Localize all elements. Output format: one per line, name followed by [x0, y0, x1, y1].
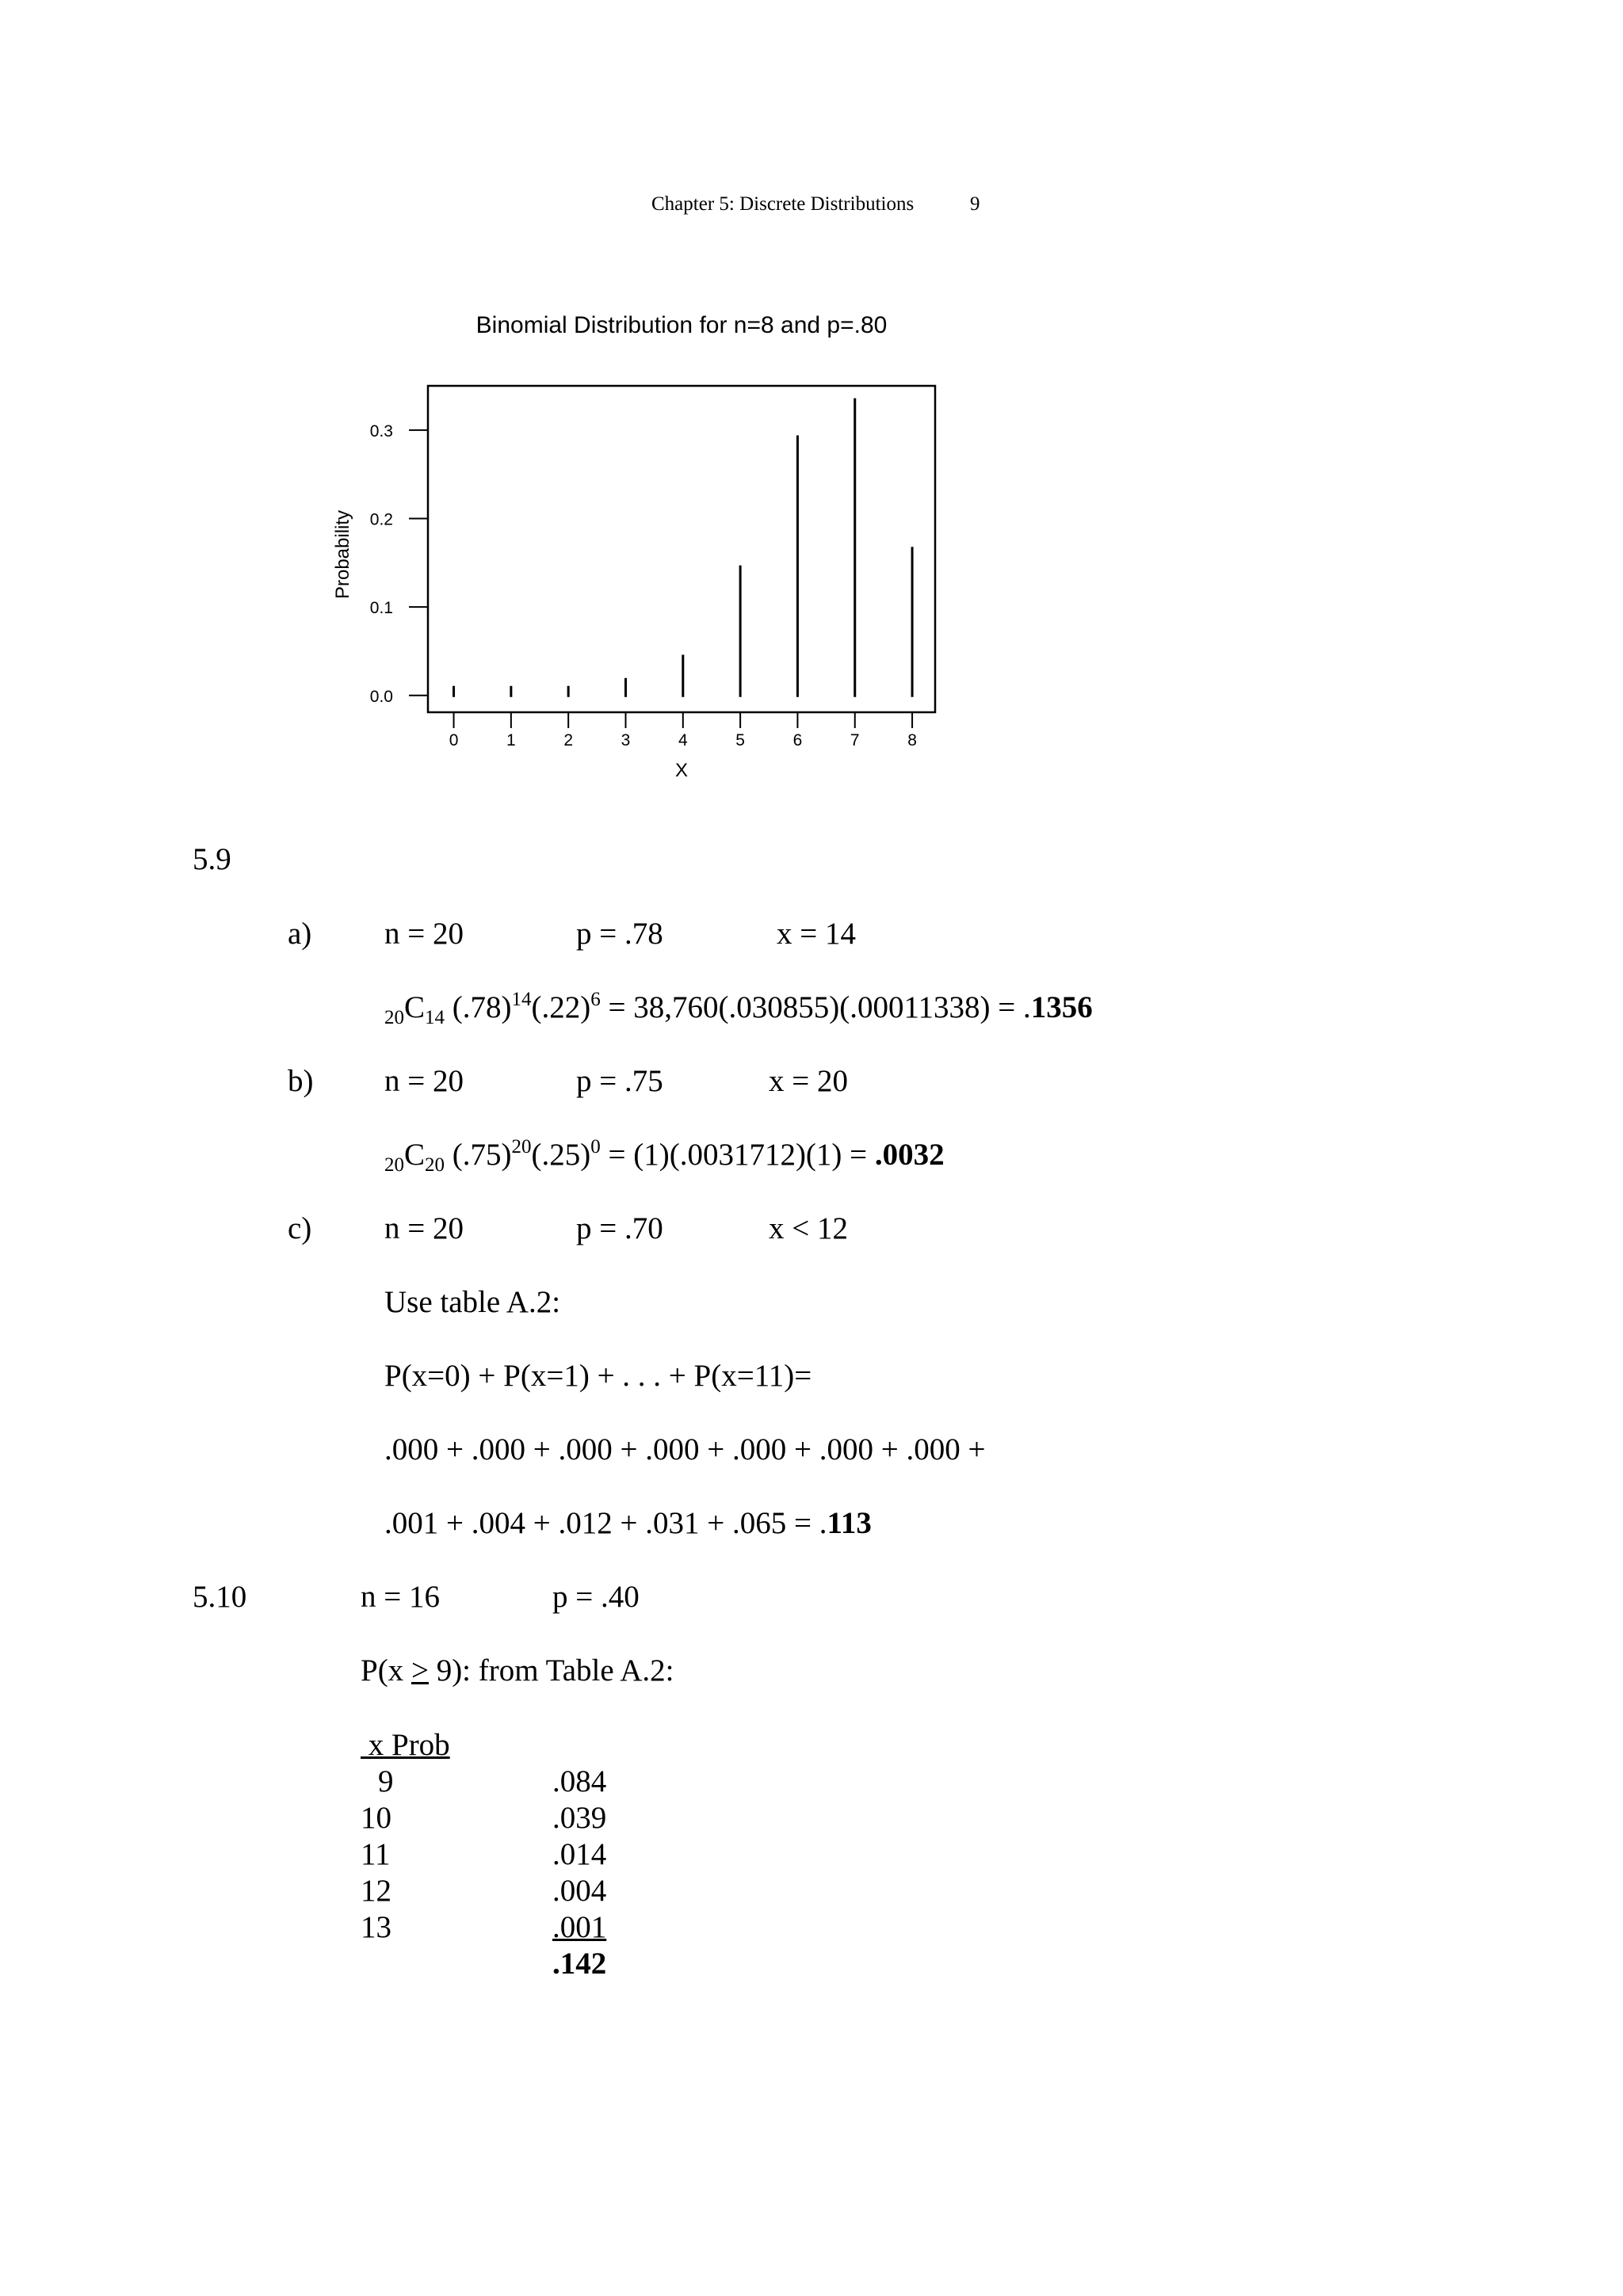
- table-row-prob: .039: [552, 1801, 607, 1835]
- part-b-mid1: (.75): [445, 1138, 512, 1172]
- problem-number-5-9: 5.9: [193, 842, 231, 876]
- x-tick-label: 5: [735, 731, 745, 749]
- x-axis-label: X: [674, 760, 689, 781]
- p510-post: 9): from Table A.2:: [428, 1653, 674, 1688]
- part-c-result: 113: [827, 1506, 872, 1540]
- x-tick-label: 7: [850, 731, 860, 749]
- x-tick-label: 6: [792, 731, 803, 749]
- part-c-line4-text: .001 + .004 + .012 + .031 + .065 = .: [384, 1506, 827, 1540]
- part-c-n: n = 20: [384, 1211, 464, 1245]
- part-b-sup1: 20: [511, 1136, 532, 1158]
- part-a-sup1: 14: [511, 989, 532, 1010]
- table-row-prob: .084: [552, 1764, 607, 1798]
- part-b-rest: = (1)(.0031712)(1) =: [600, 1138, 875, 1172]
- part-b-c-sub: 20: [425, 1154, 445, 1176]
- table-header-prob: Prob: [391, 1728, 450, 1762]
- part-b-n: n = 20: [384, 1064, 464, 1098]
- part-a-n: n = 20: [384, 917, 464, 951]
- part-c-line2: P(x=0) + P(x=1) + . . . + P(x=11)=: [384, 1359, 812, 1393]
- part-a-mid2: (.22): [531, 990, 591, 1024]
- table-row-prob: .004: [552, 1874, 607, 1908]
- x-tick-label: 2: [563, 731, 574, 749]
- table-row-x: 13: [361, 1910, 391, 1944]
- y-tick-label: 0.3: [369, 421, 393, 441]
- part-a-calculation: $_{20}C_{14}$ $(.78)^{14}(.22)^6 = 38,760(.030855)(.00011338) = .1356$: [384, 989, 1093, 1028]
- table-row-prob: .001: [552, 1910, 607, 1944]
- part-c-p: p = .70: [576, 1211, 663, 1245]
- part-b-x: x = 20: [769, 1064, 848, 1098]
- table-row-x: 11: [361, 1837, 391, 1871]
- x-tick-label: 4: [678, 731, 688, 749]
- table-row-prob: .014: [552, 1837, 607, 1871]
- y-axis-label: Probability: [332, 509, 353, 600]
- part-c-line4: [384, 1505, 872, 1541]
- part-b-label: b): [288, 1064, 314, 1098]
- part-a-c-sub: 14: [425, 1007, 445, 1028]
- part-c-line1: Use table A.2:: [384, 1285, 561, 1319]
- part-a-result: 1356: [1030, 990, 1093, 1024]
- table-header: [361, 1727, 450, 1763]
- chart-title: Binomial Distribution for n=8 and p=.80: [475, 312, 888, 338]
- part-a-mid1: (.78): [445, 990, 512, 1024]
- part-c-label: c): [288, 1211, 312, 1245]
- part-b-result: .0032: [874, 1138, 945, 1172]
- part-a-pre-sub: 20: [384, 1007, 404, 1028]
- p510-ge: >: [411, 1653, 429, 1688]
- table-header-x: x: [361, 1728, 391, 1762]
- binomial-chart: [309, 293, 959, 800]
- x-tick-label: 8: [907, 731, 917, 749]
- x-tick-label: 1: [506, 731, 516, 749]
- part-b-p: p = .75: [576, 1064, 663, 1098]
- x-tick-label: 0: [449, 731, 459, 749]
- table-row-x: 9: [378, 1764, 394, 1798]
- p510-n: n = 16: [361, 1580, 440, 1614]
- part-b-mid2: (.25): [531, 1138, 591, 1172]
- part-b-calculation: $_{20}C_{20}$ $(.75)^{20}(.25)^0 = (1)(.0031712)(1) = .0032$: [384, 1136, 945, 1176]
- part-b-pre-sub: 20: [384, 1154, 404, 1176]
- table-total: .142: [552, 1947, 607, 1981]
- y-tick-label: 0.0: [369, 687, 393, 706]
- part-b-sup2: 0: [590, 1136, 601, 1158]
- p510-statement: [361, 1653, 674, 1688]
- table-row-x: 10: [361, 1801, 391, 1835]
- part-a-x: x = 14: [777, 917, 856, 951]
- plot-frame: [428, 386, 935, 712]
- running-header: Chapter 5: Discrete Distributions: [651, 193, 915, 215]
- part-c-line3: .000 + .000 + .000 + .000 + .000 + .000 + .000 +: [384, 1432, 986, 1466]
- part-a-rest: = 38,760(.030855)(.00011338) = .: [600, 990, 1031, 1024]
- y-tick-label: 0.2: [369, 510, 393, 529]
- p510-p: p = .40: [552, 1580, 640, 1614]
- p510-pre: P(x: [361, 1653, 411, 1688]
- part-a-label: a): [288, 917, 312, 951]
- problem-number-5-10: 5.10: [193, 1580, 247, 1614]
- x-tick-label: 3: [621, 731, 631, 749]
- part-c-x: x < 12: [769, 1211, 848, 1245]
- part-a-sup2: 6: [590, 989, 601, 1010]
- y-tick-label: 0.1: [369, 599, 393, 618]
- part-a-p: p = .78: [576, 917, 663, 951]
- page-number: 9: [970, 193, 980, 215]
- table-row-x: 12: [361, 1874, 391, 1908]
